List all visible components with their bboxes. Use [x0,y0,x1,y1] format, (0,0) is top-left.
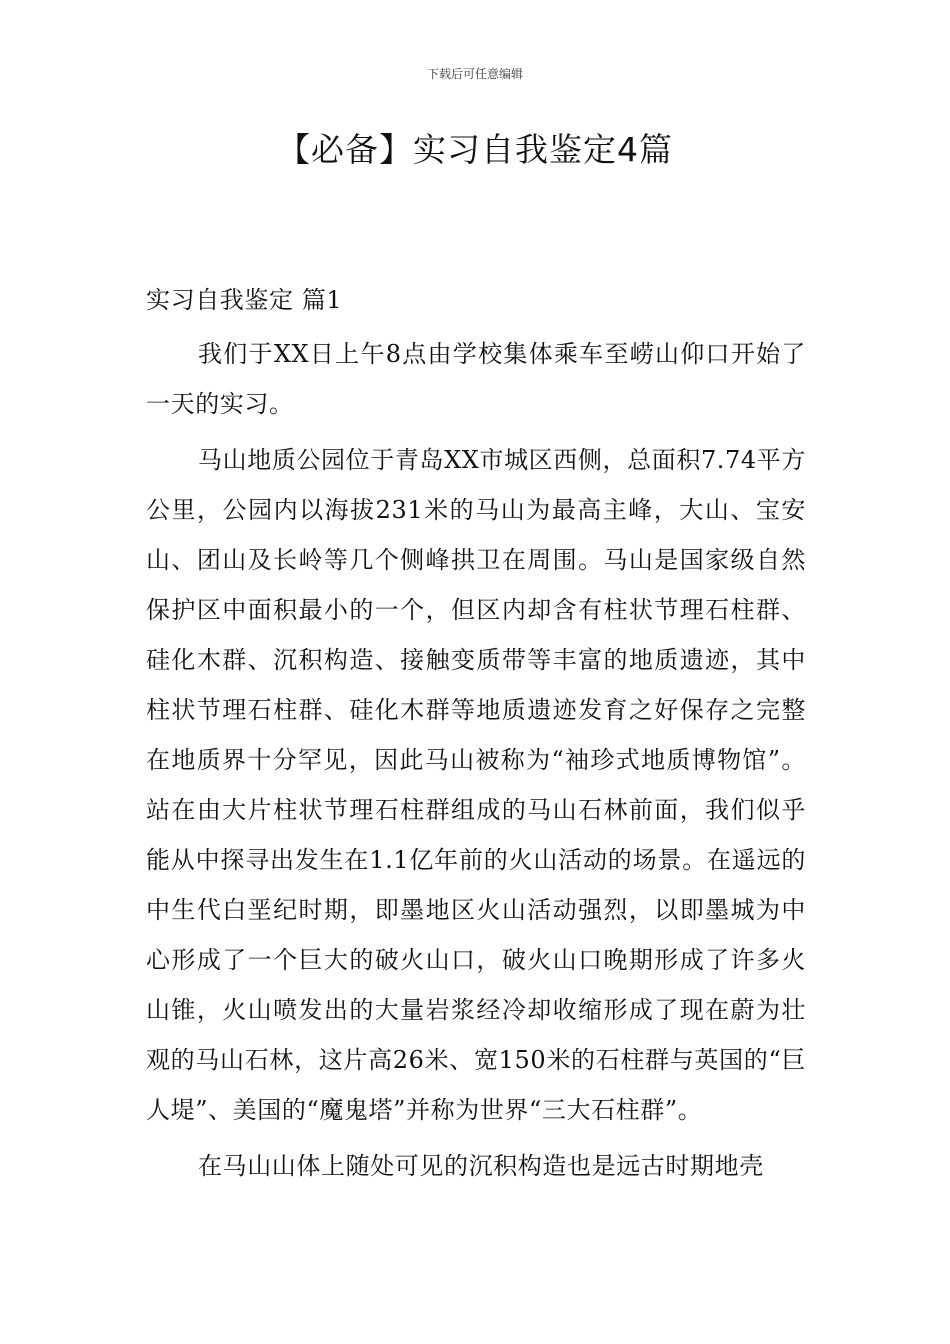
paragraph-1: 我们于XX日上午8点由学校集体乘车至崂山仰口开始了一天的实习。 [146,339,806,418]
paragraph-3: 在马山山体上随处可见的沉积构造也是远古时期地壳 [198,1151,764,1180]
document-title: 【必备】实习自我鉴定4篇 [277,130,673,169]
page-header-note: 下载后可任意编辑 [426,67,523,81]
section-heading: 实习自我鉴定 篇1 [146,286,343,314]
document-body [146,279,806,1197]
paragraph-2: 马山地质公园位于青岛XX市城区西侧，总面积7.74平方公里，公园内以海拔231米的马山为最高主峰，大山、宝安山、团山及长岭等几个侧峰拱卫在周围。马山是国家级自然保护区中面积最小的一个，但区内却含有柱状节理石柱群、硅化木群、沉积构造、接触变质带等丰富的地质遗迹，其中柱状节理石柱群、硅化木群等地质遗迹发育之好保存之完整在地质界十分罕见，因此马山被称为“袖珍式地质博物馆”。站在由大片柱状节理石柱群组成的马山石林前面，我们似乎能从中探寻出发生在1.1亿年前的火山活动的场景。在遥远的中生代白垩纪时期，即墨地区火山活动强烈，以即墨城为中心形成了一个巨大的破火山口，破火山口晚期形成了许多火山锥，火山喷发出的大量岩浆经冷却收缩形成了现在蔚为壮观的马山石林，这片高26米、宽150米的石柱群与英国的“巨人堤”、美国的“魔鬼塔”并称为世界“三大石柱群”。 [146,445,806,1124]
